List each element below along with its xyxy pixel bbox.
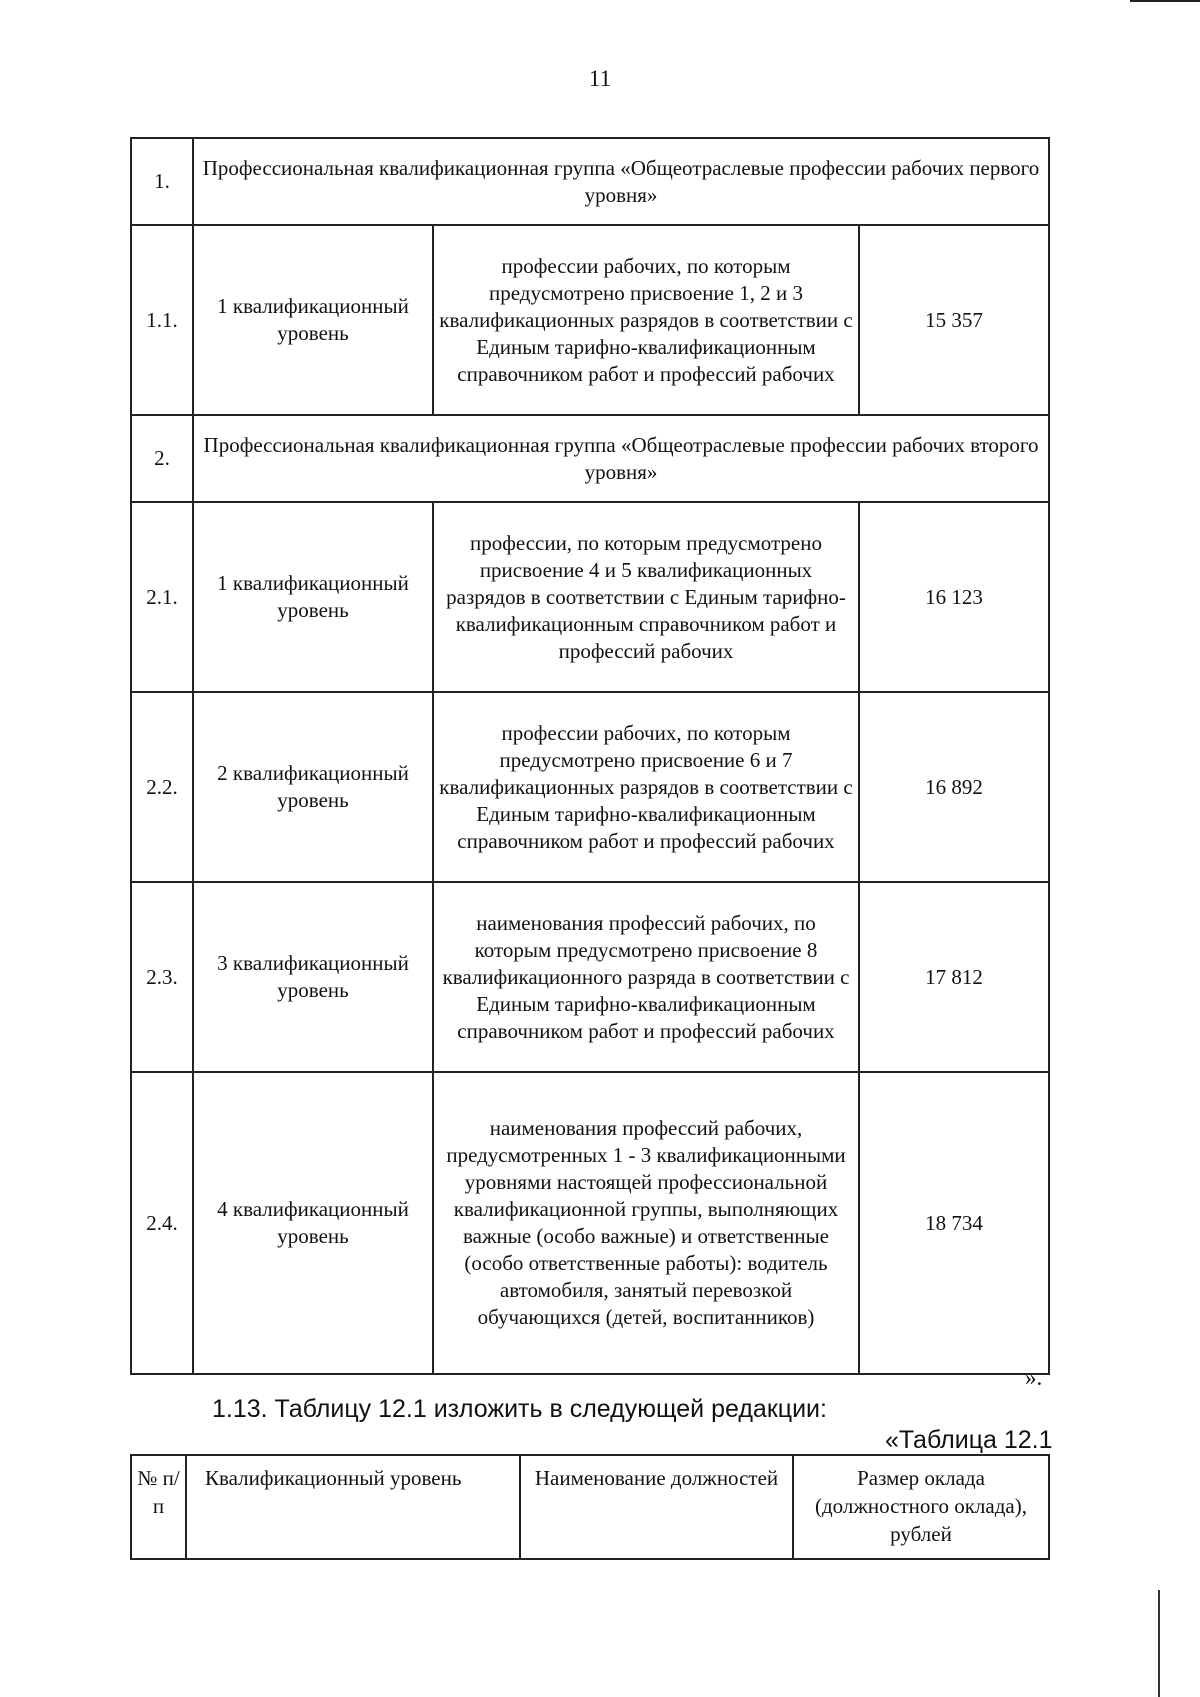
salary-table xyxy=(130,137,1050,1375)
group-title: Профессиональная квалификационная группа «Общеотраслевые профессии рабочих второго уровня» xyxy=(193,415,1049,502)
table-caption: «Таблица 12.1 xyxy=(885,1426,1053,1454)
level-row xyxy=(131,1072,1049,1374)
position-description: профессии рабочих, по которым предусмотрено присвоение 1, 2 и 3 квалификационных разрядов в соответствии с Единым тарифно-квалификационным справочником работ и профессий рабочих xyxy=(433,225,859,415)
salary-value: 15 357 xyxy=(859,225,1049,415)
row-number: 2.2. xyxy=(131,692,193,882)
closing-quote: ». xyxy=(1025,1365,1043,1390)
section-heading: 1.13. Таблицу 12.1 изложить в следующей редакции: xyxy=(212,1395,827,1423)
level-row xyxy=(131,692,1049,882)
qualification-level: 1 квалификационный уровень xyxy=(193,502,433,692)
salary-value: 18 734 xyxy=(859,1072,1049,1374)
qualification-level: 3 квалификационный уровень xyxy=(193,882,433,1072)
table-12-1-header xyxy=(130,1454,1050,1560)
qualification-level: 4 квалификационный уровень xyxy=(193,1072,433,1374)
position-description: наименования профессий рабочих, предусмотренных 1 - 3 квалификационными уровнями настоящей профессиональной квалификационной группы, выполняющих важные (особо важные) и ответственные (особо ответственные работы): водитель автомобиля, занятый перевозкой обучающихся (детей, воспитанников) xyxy=(433,1072,859,1374)
row-number: 2.3. xyxy=(131,882,193,1072)
salary-value: 16 892 xyxy=(859,692,1049,882)
level-row xyxy=(131,882,1049,1072)
column-header-salary: Размер оклада (должностного оклада), рублей xyxy=(793,1455,1049,1559)
group-title: Профессиональная квалификационная группа «Общеотраслевые профессии рабочих первого уровня» xyxy=(193,138,1049,225)
page-number: 11 xyxy=(588,66,612,91)
scan-edge-line xyxy=(1158,1590,1160,1697)
header-row xyxy=(131,1455,1049,1559)
salary-value: 16 123 xyxy=(859,502,1049,692)
level-row xyxy=(131,225,1049,415)
row-number: 2.4. xyxy=(131,1072,193,1374)
qualification-level: 1 квалификационный уровень xyxy=(193,225,433,415)
scan-corner-mark xyxy=(1130,0,1200,8)
position-description: профессии рабочих, по которым предусмотрено присвоение 6 и 7 квалификационных разрядов в соответствии с Единым тарифно-квалификационным справочником работ и профессий рабочих xyxy=(433,692,859,882)
column-header-positions: Наименование должностей xyxy=(520,1455,793,1559)
column-header-number: № п/п xyxy=(131,1455,186,1559)
row-number: 2.1. xyxy=(131,502,193,692)
row-number: 1. xyxy=(131,138,193,225)
salary-value: 17 812 xyxy=(859,882,1049,1072)
qualification-level: 2 квалификационный уровень xyxy=(193,692,433,882)
row-number: 1.1. xyxy=(131,225,193,415)
column-header-level: Квалификационный уровень xyxy=(186,1455,520,1559)
group-row xyxy=(131,138,1049,225)
position-description: наименования профессий рабочих, по которым предусмотрено присвоение 8 квалификационного разряда в соответствии с Единым тарифно-квалификационным справочником работ и профессий рабочих xyxy=(433,882,859,1072)
row-number: 2. xyxy=(131,415,193,502)
group-row xyxy=(131,415,1049,502)
level-row xyxy=(131,502,1049,692)
position-description: профессии, по которым предусмотрено присвоение 4 и 5 квалификационных разрядов в соответствии с Единым тарифно-квалификационным справочником работ и профессий рабочих xyxy=(433,502,859,692)
